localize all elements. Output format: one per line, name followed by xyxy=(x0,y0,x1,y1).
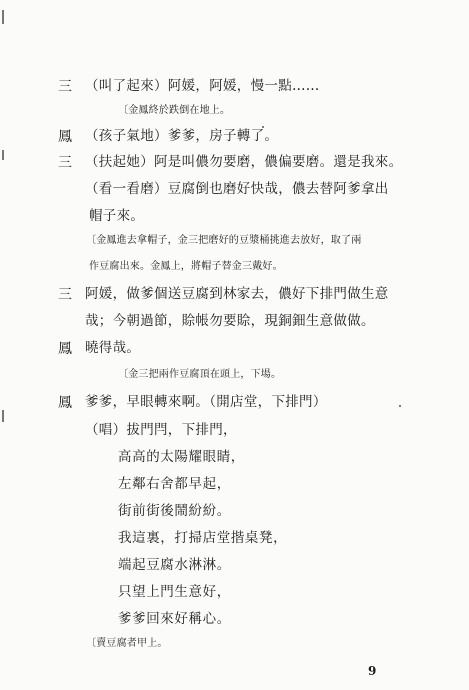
dialogue-line: 帽子來。 xyxy=(89,208,145,224)
stage-direction: 作豆腐出來。金鳳上，將帽子替金三戴好。 xyxy=(89,261,283,272)
dialogue-line: 阿媛，做爹個送豆腐到林家去，儂好下排門做生意 xyxy=(85,286,389,302)
scan-edge-mark xyxy=(2,150,4,160)
song-verse: 高高的太陽耀眼睛， xyxy=(118,449,245,465)
song-verse: 爹爹回來好稱心。 xyxy=(118,611,231,627)
speaker-label: 鳳 xyxy=(58,129,72,145)
dialogue-line: 曉得哉。 xyxy=(85,340,141,356)
speaker-label: 三 xyxy=(58,287,72,303)
stage-direction: 〔賣豆腐者甲上。 xyxy=(86,638,168,649)
dialogue-line: 哉；今朝過節，賒帳勿要賒，現銅鈿生意做做。 xyxy=(85,313,375,329)
speaker-label: 三 xyxy=(58,155,72,171)
stage-direction: 〔金鳳進去拿帽子，金三把磨好的豆漿桶挑進去放好，取了兩 xyxy=(86,235,362,246)
song-verse: 街前街後鬧紛紛。 xyxy=(118,503,231,519)
song-intro-line: （唱）拔門閂，下排門， xyxy=(85,422,237,438)
scan-edge-mark xyxy=(2,410,4,422)
dialogue-line: （叫了起來）阿媛，阿媛，慢一點…… xyxy=(85,78,320,94)
dialogue-line: （看一看磨）豆腐倒也磨好快哉，儂去替阿爹拿出 xyxy=(85,181,389,197)
song-verse: 端起豆腐水淋淋。 xyxy=(118,557,231,573)
speaker-label: 鳳 xyxy=(58,395,72,411)
dialogue-line: 爹爹，早眼轉來啊。（開店堂，下排門） xyxy=(85,394,327,410)
page-number: 9 xyxy=(368,664,377,678)
stage-direction: 〔金三把兩作豆腐頂在頭上，下場。 xyxy=(118,369,282,380)
song-verse: 我這裏，打掃店堂揩桌凳， xyxy=(118,530,288,546)
scan-edge-mark xyxy=(2,10,4,24)
song-verse: 只望上門生意好， xyxy=(118,584,231,600)
song-verse: 左鄰右舍都早起， xyxy=(118,476,231,492)
dialogue-line: （孩子氣地）爹爹，房子轉了。 xyxy=(85,128,279,144)
scan-speck xyxy=(399,405,401,407)
speaker-label: 鳳 xyxy=(58,341,72,357)
speaker-label: 三 xyxy=(58,79,72,95)
dialogue-line: （扶起她）阿是叫儂勿要磨，儂偏要磨。還是我來。 xyxy=(85,154,403,170)
stage-direction: 〔金鳳終於跌倒在地上。 xyxy=(118,105,231,116)
